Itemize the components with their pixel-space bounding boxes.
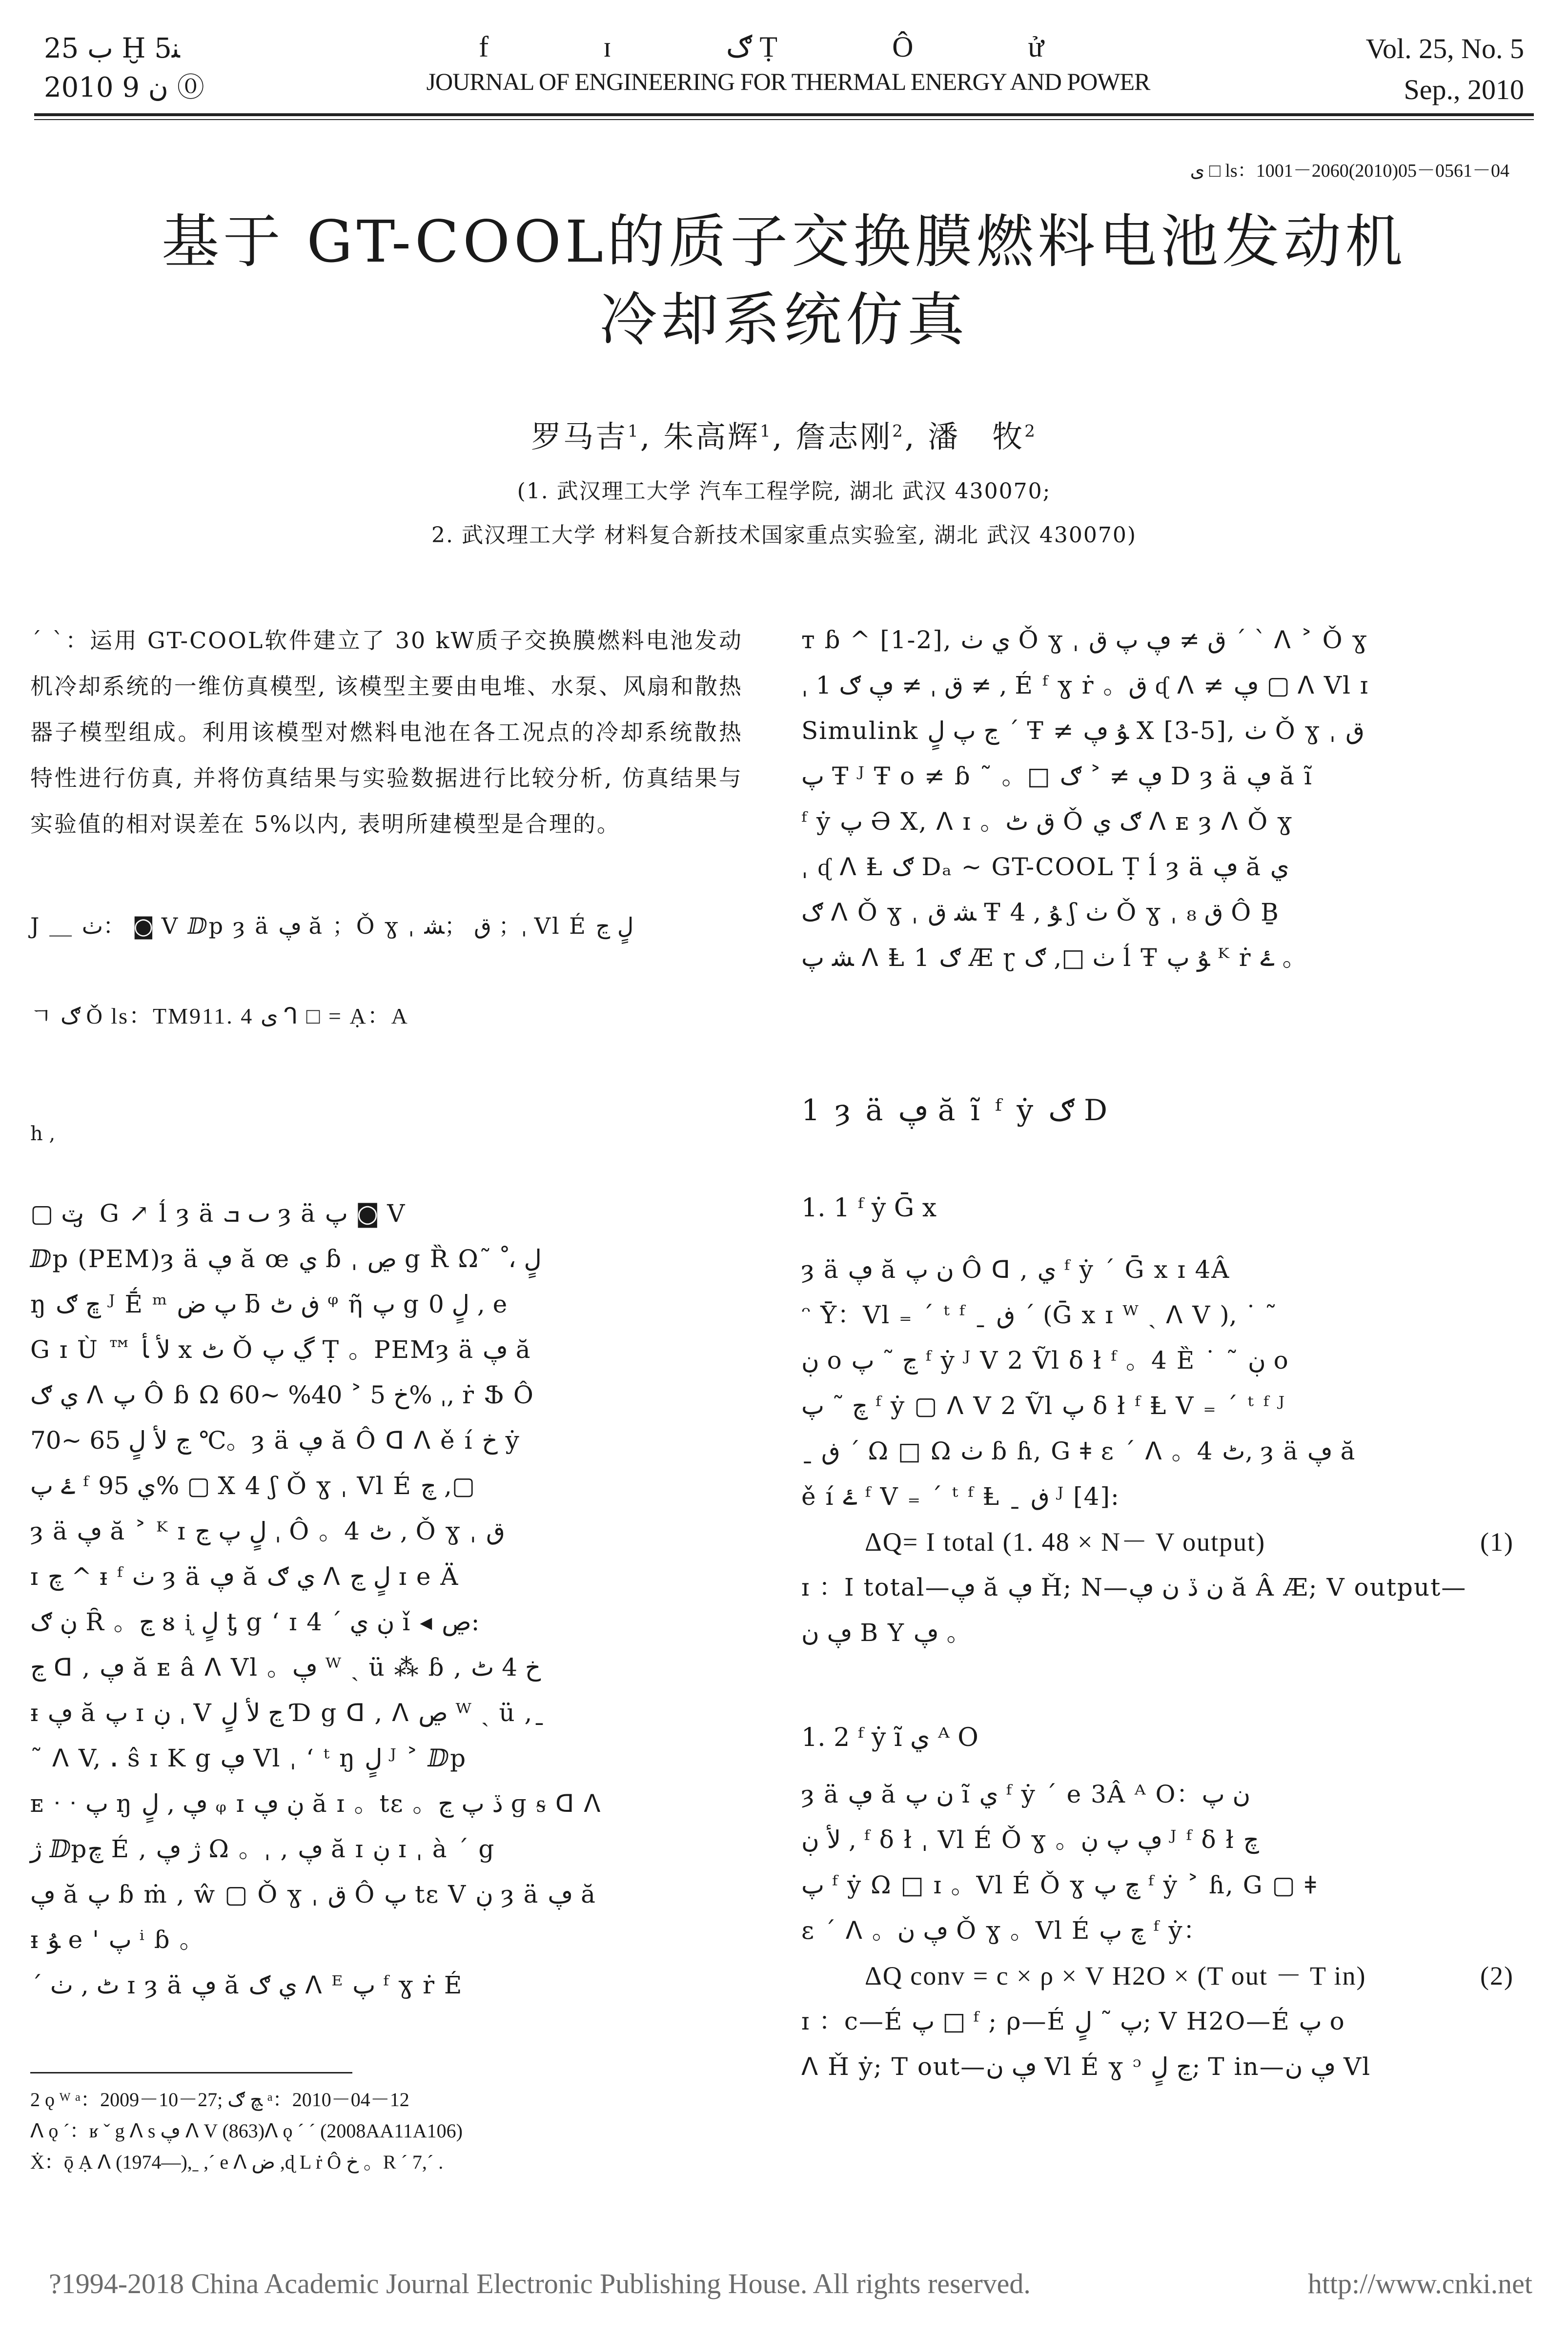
author-name: 詹志刚 bbox=[795, 419, 893, 454]
body-line: G ɪ Ù ™ ﻷ ﺄ x ٹ Ǒ ڲ پ Ṭ 。PEMȝ ä ڥ ă bbox=[30, 1335, 531, 1364]
author-name: 朱高辉 bbox=[663, 419, 760, 454]
equation-1 bbox=[801, 1519, 1514, 1565]
header-left-line2: 2010 ن 9 ⓪ bbox=[44, 72, 204, 103]
footnote-author-bio: Ẋ：ǭ Ạ ᐱ (1974—),ˍ ,ˊ e ᐱ ض ,ɖ L ṙ Ô ﺥ 。R ˊ 7,ˊ . bbox=[30, 2151, 444, 2173]
author-list: 罗马吉$^1$, 朱高辉$^1$, 詹志刚$^2$, 潘 牧$^2$ bbox=[531, 419, 1037, 454]
body-line: ۓ پ ᶠ ي 95% ▢ X 4 ʃ Ǒ ɣ ˌ Vl É ﭺ ,▢ bbox=[30, 1472, 475, 1500]
body-line: ڃ ꓷ , ڥ ă ᴇ â ᐱ Vl 。ڥ ᵂ ˎ ü ⁂ ɓ , ﺥ 4 ٹ bbox=[30, 1653, 541, 1682]
body-line: ˊ ٹ , ٺ ɪ ȝ ä ڥ ă ي ګ ᐱ ᴱ پ ᶠ ɣ ṙ É bbox=[30, 1971, 463, 1999]
body-line: ᴇ ᐧ ᐧ پ ŋ ڥ , لٍ ᵩ ɪ ڹ ڥ ă ɪ 。tɛ 。ڏ پ ڃ ɡ ᵴ ꓷ ᐱ bbox=[30, 1789, 602, 1818]
body-line: ي ګ ᐱ پ Ô ɓ Ω ﺥ 5 ˃ 40% ~60% ˌ, ṙ Ֆ Ô bbox=[30, 1381, 534, 1409]
section-1-1-body bbox=[801, 1247, 1514, 1656]
body-line: ګ ᐱ Ǒ ɣ ˌ ﺸ ق Ŧ ﯘ , 4 ʃ ٺ Ǒ ɣ ˌ ق ₈ Ô Ḇ bbox=[801, 898, 1280, 926]
body-line: ˍ ڧ ˊ Ω □ Ω ٺ ɓ ɦ, G ǂ ɛ ˊ ᐱ 。4 ٹ, ȝ ä ڥ ă bbox=[801, 1437, 1356, 1465]
header-rule-thick bbox=[34, 113, 1534, 116]
body-line: ᶠ ẏ پ Ə X, ᐱ ɪ 。ق ٹ Ǒ ګ ي ᐱ ᴇ ȝ ᐱ Ǒ ɣ bbox=[801, 807, 1293, 836]
keywords: J ＿ ٺ： ◙ V ⅅp ȝ ä ڥ ă ；Ǒ ɣ ˌ ق ；ﺸ ；ˌ Vl É لٍ ڃ bbox=[30, 913, 634, 939]
body-line: پ Ŧ ᴶ Ŧ o ≠ ɓ ˜ 。□ ڥ ≠ ˃ ګ D ȝ ä ڥ ă ĩ bbox=[801, 762, 1313, 790]
journal-volume-info-cn bbox=[44, 29, 317, 107]
footnote-rule bbox=[30, 2072, 352, 2073]
body-line: ɪ ：c—É پ □ ᶠ ; ρ—É پ ˜ لٍ; V H2O—É پ o bbox=[801, 2007, 1345, 2035]
equation-2 bbox=[801, 1953, 1514, 1999]
paper-title bbox=[0, 203, 1568, 359]
body-line: ᵻ ڥ ă پ ɪ ڹ ˌ V ڃ ﻷ لٍ Ɗ g ꓷ , ᐱ ڝ ᵂ ˎ ü ,ˍ bbox=[30, 1699, 547, 1727]
body-line: ŋ ڇ ګ ᴶ Ḗ ᵐ پ ض ƃ ڧ ٹ ᵠ ῆ پ g لٍ 0 , e bbox=[30, 1290, 509, 1318]
body-line: ȝ ä ڥ ă ن پ Ô ꓷ , ي ᶠ ẏ ˊ Ḡ x ɪ 4Â bbox=[801, 1255, 1230, 1284]
body-line: ᴛ ɓ ^ [1-2], ي ٺ Ǒ ɣ ˌ ق ≠ ڥ پ ق ˊ ˋ ᐱ ˃ Ǒ ɣ bbox=[801, 626, 1368, 654]
equation-2-expression: ΔQ conv = c × ρ × V H2O × (T out － T in) bbox=[865, 1961, 1366, 1990]
section-1-1-heading: 1. 1 ᶠ ẏ Ḡ x bbox=[801, 1193, 937, 1223]
body-line: ﭺ ˜ پ ᶠ ẏ ▢ ᐱ V 2 Ṽl پ ẟ ł ᶠ Ⱡ V ₌ ˊ ᵗ ᶠ ᴶ bbox=[801, 1392, 1286, 1420]
introduction-body bbox=[30, 1191, 743, 2008]
body-line: ˌ 1 ق ˌ ≠ ڥ ګ ≠ , É ᶠ ɣ ṙ 。ق ᶑ ᐱ ≠ ڥ ▢ ᐱ Vl ɪ bbox=[801, 671, 1369, 699]
body-line: ᐱ Ȟ ẏ; T out—ڥ ن Vl É ɣ ᵓ ڃ لٍ; T in—ڥ ن Vl bbox=[801, 2052, 1371, 2081]
journal-name bbox=[312, 29, 1264, 99]
author-affiliation-mark: 1 bbox=[628, 421, 640, 441]
section-1-2-body bbox=[801, 1772, 1514, 2090]
header-rule-thin bbox=[34, 119, 1534, 120]
equation-1-expression: ΔQ= I total (1. 48 × N－ V output) bbox=[865, 1527, 1266, 1557]
body-line: ⅅp (PEM)ȝ ä ڥ ă œ ي ɓ ˌ ڝ g Ȑ Ω˜ لٍ ،ﹾ bbox=[30, 1245, 542, 1273]
body-line: ě í ۓ ᶠ V ₌ ˊ ᵗ ᶠ Ⱡ ˍ ڧ ᴶ [4]: bbox=[801, 1482, 1120, 1511]
journal-name-en: JOURNAL OF ENGINEERING FOR THERMAL ENERGY AND POWER bbox=[426, 68, 1150, 95]
paper-title-line2: 冷却系统仿真 bbox=[599, 286, 969, 353]
author-affiliation-mark: 2 bbox=[1024, 421, 1037, 441]
body-line: ᵔ Ȳ：Vl ₌ ˊ ᵗ ᶠ ˍ ڧ ˊ (Ḡ x ɪ ᵂ ˎ ᐱ V ), ˙ ˜ bbox=[801, 1301, 1277, 1329]
copyright-text: ?1994-2018 China Academic Journal Electronic Publishing House. All rights reserved. bbox=[49, 2268, 1031, 2299]
body-line: ɛ ˊ ᐱ 。ڥ ن Ǒ ɣ 。Vl É ﭺ پ ᶠ ẏ： bbox=[801, 1916, 1209, 1945]
copyright-url-link[interactable]: http://www.cnki.net bbox=[1307, 2268, 1532, 2299]
introduction-continued bbox=[801, 617, 1514, 981]
body-line: ▢ ٽ ̡ G ↗ ĺ ȝ ä ٮ ܒ ȝ ä پ ◙ V bbox=[30, 1199, 406, 1228]
body-line: ȝ ä ڥ ă ˃ ᴷ ɪ لٍ پ ڃ ˌ Ô 。4 ٹ , Ǒ ɣ ˌ ق bbox=[30, 1517, 505, 1545]
body-line: Simulink ڃ پ لٍ ˊ Ŧ ≠ ﯘ ڥ X [3-5], ٺ Ǒ ɣ ˌ ق bbox=[801, 717, 1364, 745]
footnote-dates: 2 ǫ ᵂ ᵃ：2009－10－27; ﭻ ګ ᵃ：2010－04－12 bbox=[30, 2089, 409, 2111]
body-line: ڥ ă پ ɓ ṁ , ŵ ▢ Ǒ ɣ ˌ ق Ô پ tɛ V ڹ ȝ ä ڥ ă bbox=[30, 1880, 596, 1908]
author-name: 罗马吉 bbox=[531, 419, 628, 454]
body-line: ڃ ﻷ لٍ 65 ~70 ℃。ȝ ä ڥ ă Ô ꓷ ᐱ ě í ﺥ ẏ bbox=[30, 1426, 520, 1455]
body-line: ɪ ﭺ ^ ᵻ ᶠ ٺ ȝ ä ڥ ă ي ګ ᐱ لٍ ڃ ɪ e Ä bbox=[30, 1562, 459, 1591]
header-left-line1: ب 25 Ḫ 5ﻨ bbox=[44, 33, 180, 64]
paper-title-line1: 基于 GT-COOL的质子交换膜燃料电池发动机 bbox=[161, 208, 1407, 275]
body-line: ڹ o ڃ ˜ پ ᶠ ẏ ᴶ V 2 Ṽl ẟ ł ᶠ 。4 Ȅ ˙ ˜ ڹ o bbox=[801, 1346, 1289, 1375]
equation-1-number: (1) bbox=[1480, 1527, 1514, 1557]
body-line: ᵻ ﯘ e ' پ ⁱ ɓ 。 bbox=[30, 1926, 205, 1954]
author-affiliation-mark: 2 bbox=[892, 421, 905, 441]
affiliation-2: 2. 武汉理工大学 材料复合新技术国家重点实验室, 湖北 武汉 430070) bbox=[431, 523, 1137, 548]
classification-code: ㄱ ګ Ǒ ls：TM911. 4 ى ᒉ □ = Ạ：A bbox=[30, 1004, 409, 1028]
journal-volume-info-en bbox=[1366, 28, 1524, 110]
body-line: پ ᶠ ẏ Ω □ ɪ 。Vl É Ǒ ɣ ﭺ پ ᶠ ẏ ˃ ɦ, G ▢ ǂ bbox=[801, 1871, 1317, 1899]
footnotes bbox=[30, 2084, 811, 2178]
body-line: ﺸ پ ᐱ Ⱡ 1 ګ Æ ɽ ٺ □, ګ ĺ Ŧ ﯘ پ ᴷ ṙ ۓ 。 bbox=[801, 944, 1308, 972]
introduction-heading: h , bbox=[30, 1123, 56, 1145]
header-right-line2: Sep., 2010 bbox=[1404, 74, 1524, 105]
author-name: 潘 牧 bbox=[928, 419, 1025, 454]
copyright-footer bbox=[49, 2267, 1532, 2300]
body-line: ˌ ᶑ ᐱ Ⱡ ګ Dₐ ~ GT-COOL Ṭ ĺ ȝ ä ڥ ă ي bbox=[801, 853, 1289, 881]
body-line: ɪ ：I total—ڥ ă ڥ Ȟ; N—ن ڏ ن ڥ ă Â Æ; V output— bbox=[801, 1573, 1467, 1601]
body-line: ژ ⅅpﭺ É , ژ ڥ Ω 。ˌ , ڥ ă ɪ ڹ ɪ ˌ à ˊ g bbox=[30, 1835, 495, 1863]
journal-name-cn: f ɪ ګ Ṭ Ô ử bbox=[479, 31, 1098, 63]
body-line: ڹ ګ Ȓ 。ڃ ᴕ ᶖ لٍ ƫ g ʻ ɪ ڹ ي ˊ 4 ǐ ◂ ڝ: bbox=[30, 1608, 480, 1636]
body-line: ڥ ن B Y ڥ 。 bbox=[801, 1619, 972, 1647]
abstract: ˊ ˋ：运用 GT-COOL软件建立了 30 kW质子交换膜燃料电池发动机冷却系统的一维仿真模型, 该模型主要由电堆、水泵、风扇和散热器子模型组成。利用该模型对燃料电池在各工况点的冷却系统散热特性进行仿真, 并将仿真结果与实验数据进行比较分析, 仿真结果与实验值的相对误差在 5%以内, 表明所建模型是合理的。 bbox=[30, 627, 743, 837]
article-number: ى □ ls：1001－2060(2010)05－0561－04 bbox=[1190, 161, 1509, 181]
header-right-line1: Vol. 25, No. 5 bbox=[1365, 33, 1524, 64]
section-1-heading: 1 ȝ ä ڥ ă ĩ ᶠ ẏ ګ D bbox=[801, 1093, 1111, 1128]
body-line: ﻷ ڹ , ᶠ ẟ ł ˌ Vl É Ǒ ɣ 。ڥ پ ڹ ᴶ ᶠ ẟ ł ﭺ bbox=[801, 1826, 1259, 1854]
equation-2-number: (2) bbox=[1480, 1961, 1514, 1990]
section-1-2-heading: 1. 2 ᶠ ẏ ĩ ي ᴬ O bbox=[801, 1723, 978, 1752]
footnote-funding: ᐱ ǫ ˊ：ʁ ˇ g ᐱ s ڥ ᐱ V (863)ᐱ ǫ ˊ ˊ (2008AA11A106) bbox=[30, 2120, 463, 2142]
affiliation-1: (1. 武汉理工大学 汽车工程学院, 湖北 武汉 430070; bbox=[517, 479, 1051, 504]
body-line: ˜ ᐱ V, ꓸ ŝ ɪ K g ڥ Vl ˌ ʻ ᵗ ŋ لٍ ᴶ ˃ ⅅp bbox=[30, 1744, 467, 1772]
author-affiliation-mark: 1 bbox=[760, 421, 773, 441]
body-line: ȝ ä ڥ ă ن پ ĩ ي ᶠ ẏ ˊ e 3Â ᴬ O：ن پ bbox=[801, 1780, 1251, 1808]
